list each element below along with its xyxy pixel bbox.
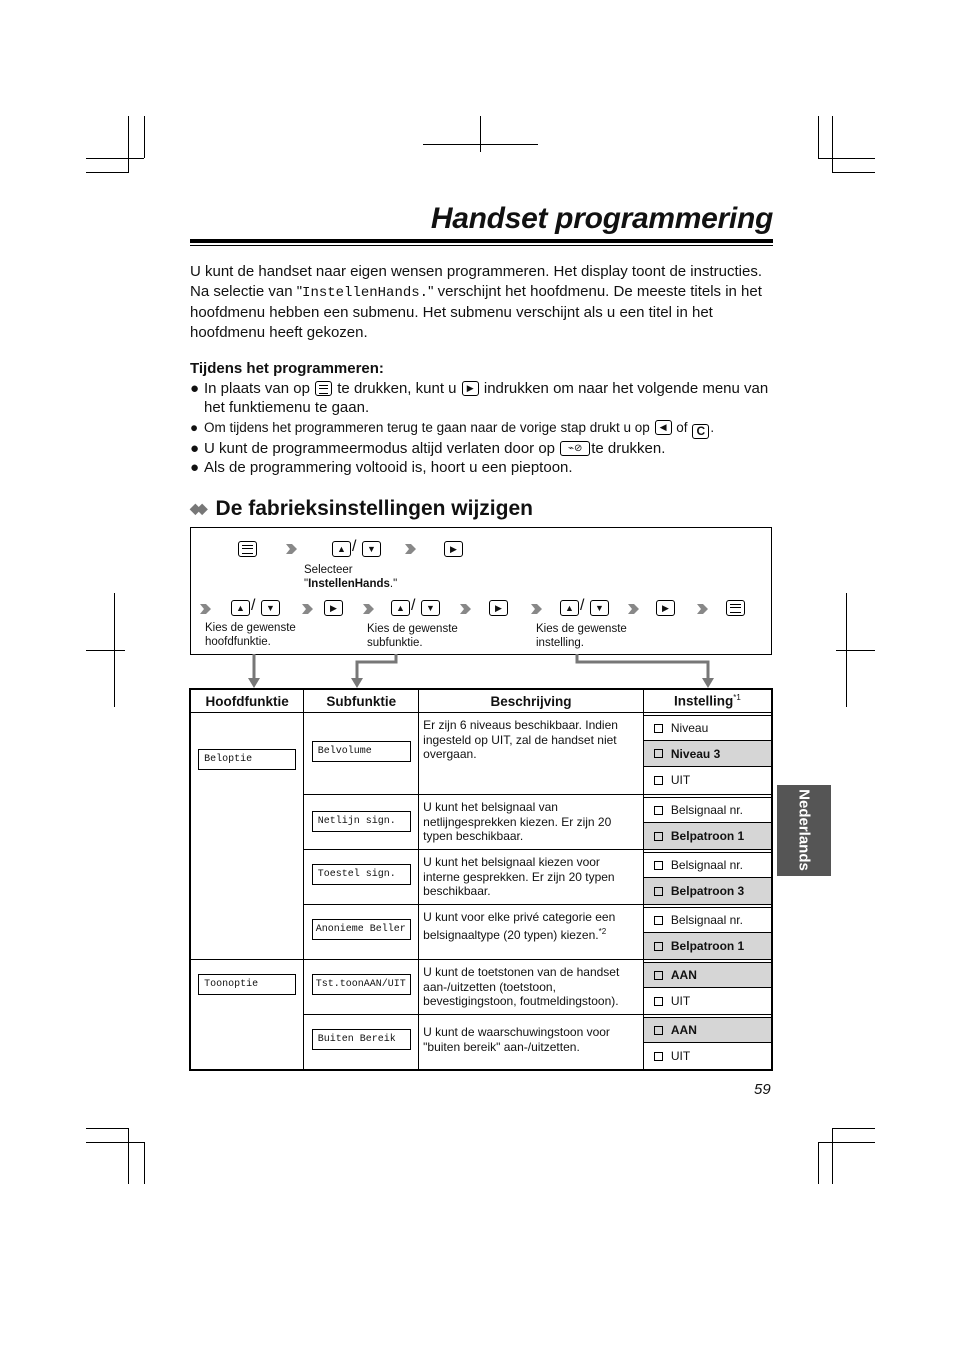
tip-item: ● Om tijdens het programmeren terug te gaan naar de vorige stap drukt u op ◀ of C . xyxy=(190,420,715,438)
crop-mark xyxy=(128,116,129,172)
setting-option-default: Belpatroon 1 xyxy=(644,823,771,849)
lcd-label: Tst.toonAAN/UIT xyxy=(312,974,411,995)
checkbox-icon xyxy=(654,971,663,980)
intro-text-2: " verschijnt het hoofdmenu. De meeste titels in het hoofdmenu hebben een submenu. Het submenu verschijnt als u een titel in het hoofdmenu heeft gekozen. xyxy=(190,282,762,341)
lcd-label: Toestel sign. xyxy=(312,864,411,885)
flow-arrow-icon xyxy=(200,602,211,616)
slash-separator: / xyxy=(352,538,357,555)
right-arrow-key-icon: ▶ xyxy=(462,381,479,396)
crop-mark xyxy=(832,1128,875,1129)
lcd-label: Netlijn sign. xyxy=(312,811,411,832)
crop-mark xyxy=(818,1142,875,1143)
flow-label-setting: Kies de gewenste instelling. xyxy=(536,623,627,649)
checkbox-icon xyxy=(654,1052,663,1061)
lcd-label: Beloptie xyxy=(198,749,296,770)
sub-function-cell xyxy=(304,960,419,1015)
description-cell: U kunt voor elke privé categorie een belsignaaltype (20 typen) kiezen.$^{*2}$ xyxy=(419,905,644,960)
setting-option: Belsignaal nr. xyxy=(644,852,771,878)
down-key-icon: ▼ xyxy=(421,600,440,616)
checkbox-icon xyxy=(654,776,663,785)
checkbox-icon xyxy=(654,887,663,896)
description-cell: U kunt de waarschuwingstoon voor "buiten bereik" aan-/uitzetten. xyxy=(419,1015,644,1071)
lcd-label: Buiten Bereik xyxy=(312,1029,411,1050)
title-rule xyxy=(190,239,773,243)
flow-arrow-icon xyxy=(286,542,297,556)
flow-arrow-icon xyxy=(460,602,471,616)
slash-separator: / xyxy=(411,597,416,614)
section-heading: ◆◆ De fabrieksinstellingen wijzigen xyxy=(190,497,533,520)
column-header: Instelling$^{*1}$ xyxy=(643,689,772,713)
crop-mark xyxy=(832,1128,833,1184)
intro-paragraph xyxy=(190,262,775,342)
setting-option: UIT xyxy=(644,1043,771,1069)
flow-label-main: Kies de gewenste hoofdfunktie. xyxy=(205,622,296,648)
setting-option-default: AAN xyxy=(644,1017,771,1043)
description-cell: Er zijn 6 niveaus beschikbaar. Indien ingesteld op UIT, zal de handset niet overgaan. xyxy=(419,713,644,795)
diamond-icon: ◆◆ xyxy=(190,500,204,516)
up-key-icon: ▲ xyxy=(391,600,410,616)
checkbox-icon xyxy=(654,861,663,870)
crop-mark xyxy=(86,172,129,173)
crop-mark xyxy=(86,158,144,159)
right-arrow-key-icon: ▶ xyxy=(324,600,343,616)
crop-mark xyxy=(86,1128,129,1129)
column-header: Hoofdfunktie xyxy=(190,689,304,713)
intro-text-1: U kunt de handset naar eigen wensen programmeren. Het display toont de instructies. Na selectie van " xyxy=(190,263,762,300)
lcd-label: Anonieme Beller xyxy=(312,919,411,940)
tip-item: ● U kunt de programmeermodus altijd verlaten door op ⌁⊘ te drukken. xyxy=(190,440,666,457)
sub-function-cell xyxy=(304,795,419,850)
procedure-flow-box xyxy=(190,527,772,655)
flow-arrow-icon xyxy=(531,602,542,616)
checkbox-icon xyxy=(654,806,663,815)
crop-mark xyxy=(144,116,145,158)
sub-function-cell xyxy=(304,1015,419,1071)
description-cell: U kunt de toetstonen van de handset aan-/uitzetten (toetstoon, bevestigingstoon, foutmeldingstoon). xyxy=(419,960,644,1015)
flow-label-sub: Kies de gewenste subfunktie. xyxy=(367,623,458,649)
flow-arrow-icon xyxy=(302,602,313,616)
setting-option: Niveau xyxy=(644,715,771,741)
intro-menu-name: InstellenHands. xyxy=(302,284,429,301)
down-key-icon: ▼ xyxy=(362,541,381,557)
main-function-cell xyxy=(190,713,304,960)
crop-mark xyxy=(832,116,833,172)
setting-cell xyxy=(643,850,772,905)
setting-cell xyxy=(643,905,772,960)
main-function-cell xyxy=(190,960,304,1071)
connector-arrows xyxy=(190,654,774,690)
up-key-icon: ▲ xyxy=(560,600,579,616)
setting-option: Belsignaal nr. xyxy=(644,907,771,933)
clear-key-icon: C xyxy=(692,424,709,439)
settings-table xyxy=(189,688,773,1071)
setting-option-default: Belpatroon 3 xyxy=(644,878,771,904)
checkbox-icon xyxy=(654,724,663,733)
checkbox-icon xyxy=(654,749,663,758)
flow-arrow-icon xyxy=(405,542,416,556)
setting-cell xyxy=(643,960,772,1015)
down-key-icon: ▼ xyxy=(261,600,280,616)
crop-mark xyxy=(832,172,875,173)
up-key-icon: ▲ xyxy=(231,600,250,616)
left-arrow-key-icon: ◀ xyxy=(655,420,672,435)
checkbox-icon xyxy=(654,942,663,951)
tips-list xyxy=(190,379,780,477)
right-arrow-key-icon: ▶ xyxy=(656,600,675,616)
page-number: 59 xyxy=(754,1081,771,1098)
crop-mark xyxy=(114,593,115,707)
lcd-label: Belvolume xyxy=(312,741,411,762)
tip-item: ● In plaats van op te drukken, kunt u ▶ indrukken om naar het volgende menu van het funktiemenu te gaan. xyxy=(190,380,769,416)
table-row xyxy=(190,713,772,795)
column-header: Subfunktie xyxy=(304,689,419,713)
column-header: Beschrijving xyxy=(419,689,644,713)
crop-mark xyxy=(846,593,847,707)
page-title: Handset programmering xyxy=(430,202,773,235)
right-arrow-key-icon: ▶ xyxy=(489,600,508,616)
slash-separator: / xyxy=(251,597,256,614)
title-rule-thin xyxy=(190,245,773,246)
table-header-row xyxy=(190,689,772,713)
off-key-icon: ⌁⊘ xyxy=(560,441,590,456)
checkbox-icon xyxy=(654,1026,663,1035)
crop-mark xyxy=(86,1142,144,1143)
setting-option: Belsignaal nr. xyxy=(644,797,771,823)
checkbox-icon xyxy=(654,832,663,841)
setting-cell xyxy=(643,795,772,850)
menu-key-icon xyxy=(238,541,257,557)
checkbox-icon xyxy=(654,997,663,1006)
setting-cell xyxy=(643,713,772,795)
setting-option-default: Belpatroon 1 xyxy=(644,933,771,959)
setting-option: UIT xyxy=(644,988,771,1014)
setting-option-default: AAN xyxy=(644,962,771,988)
table-row xyxy=(190,960,772,1015)
crop-mark xyxy=(86,650,125,651)
setting-option: UIT xyxy=(644,767,771,793)
flow-arrow-icon xyxy=(697,602,708,616)
crop-mark xyxy=(128,1128,129,1184)
down-key-icon: ▼ xyxy=(590,600,609,616)
description-cell: U kunt het belsignaal kiezen voor interne gesprekken. Er zijn 20 typen beschikbaar. xyxy=(419,850,644,905)
language-side-tab: Nederlands xyxy=(777,785,831,876)
flow-arrow-icon xyxy=(363,602,374,616)
menu-key-icon xyxy=(726,600,745,616)
crop-mark xyxy=(818,1142,819,1184)
flow-arrow-icon xyxy=(628,602,639,616)
sub-function-cell xyxy=(304,713,419,795)
checkbox-icon xyxy=(654,916,663,925)
description-cell: U kunt het belsignaal van netlijngesprekken kiezen. Er zijn 20 typen beschikbaar. xyxy=(419,795,644,850)
menu-key-icon xyxy=(315,381,332,396)
sub-function-cell xyxy=(304,905,419,960)
crop-mark xyxy=(144,1142,145,1184)
crop-mark xyxy=(818,158,875,159)
crop-mark xyxy=(818,116,819,158)
crop-mark xyxy=(480,116,481,152)
setting-cell xyxy=(643,1015,772,1071)
right-arrow-key-icon: ▶ xyxy=(444,541,463,557)
tips-heading: Tijdens het programmeren: xyxy=(190,360,384,377)
up-key-icon: ▲ xyxy=(332,541,351,557)
setting-option-default: Niveau 3 xyxy=(644,741,771,767)
sub-function-cell xyxy=(304,850,419,905)
tip-item: ● Als de programmering voltooid is, hoort u een pieptoon. xyxy=(190,459,573,476)
lcd-label: Toonoptie xyxy=(198,974,296,995)
flow-label-select: Selecteer "InstellenHands." xyxy=(304,564,398,590)
slash-separator: / xyxy=(580,597,585,614)
crop-mark xyxy=(836,650,875,651)
